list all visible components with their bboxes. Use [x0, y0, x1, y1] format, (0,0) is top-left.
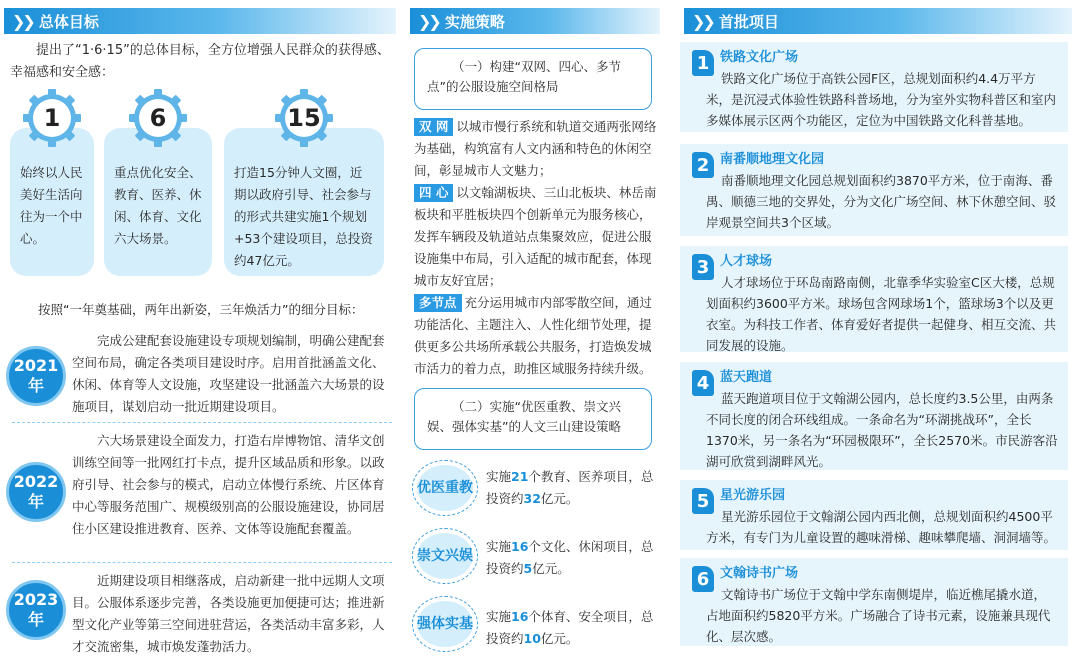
strategy-item — [414, 182, 658, 292]
project-tag: 崇文兴娱 — [417, 533, 473, 579]
strategy-box-2: （二）实施“优医重教、崇文兴娱、强体实基”的人文三山建设策略 — [414, 388, 652, 450]
investment-amount: 5 — [523, 561, 533, 576]
text-mid: 个文化、休闲项目，总投资约 — [486, 539, 654, 576]
project-card-5 — [680, 480, 1068, 550]
year-number: 2022 — [13, 472, 59, 491]
project-tag: 优医重教 — [417, 465, 473, 511]
investment-amount: 32 — [523, 491, 541, 506]
project-title: 星光游乐园 — [720, 488, 786, 503]
project-number: 3 — [692, 254, 714, 280]
goal-text: 重点优化安全、教育、医养、休闲、体育、文化六大场景。 — [114, 165, 202, 246]
year-text-2022: 六大场景建设全面发力，打造右岸博物馆、清华文创训练空间等一批网红打卡点，提升区域品质和形象。以政府引导、社会参与的模式，启动立体慢行系统、片区体育中心等服务范围广、规模级别高的公服设施建设，协同居住小区建设推进教育、医养、文体等设施配套覆盖。 — [72, 433, 385, 536]
project-count: 16 — [511, 539, 529, 554]
strategy-tag: 四 心 — [414, 184, 453, 202]
strategy-item — [414, 116, 658, 182]
project-summary — [486, 536, 656, 580]
strategy-item — [414, 292, 658, 380]
projects-header-title: 首批项目 — [718, 12, 779, 31]
project-title: 蓝天跑道 — [720, 370, 773, 385]
year-number: 2021 — [13, 356, 59, 375]
investment-amount: 10 — [523, 631, 541, 646]
goal-text: 始终以人民美好生活向往为一个中心。 — [20, 165, 83, 246]
project-card-2 — [680, 144, 1068, 236]
double-chevron-icon: ❯❯ — [12, 11, 33, 31]
projects-header — [684, 8, 1072, 34]
goals-intro: 提出了“1·6·15”的总体目标，全方位增强人民群众的获得感、幸福感和安全感： — [10, 43, 390, 80]
double-chevron-icon: ❯❯ — [418, 11, 439, 31]
project-desc: 南番顺地理文化园总规划面积约3870平方米，位于南海、番禺、顺德三地的交界处，分为文化广场空间、林下休憩空间、驳岸观景空间共3个区域。 — [706, 173, 1057, 230]
goal-bubble-6 — [104, 128, 212, 276]
text-mid: 个体育、安全项目，总投资约 — [486, 609, 654, 646]
project-title: 铁路文化广场 — [720, 50, 799, 65]
text-post: 亿元。 — [540, 631, 579, 646]
project-card-4 — [680, 362, 1068, 470]
project-title: 文翰诗书广场 — [720, 566, 799, 581]
double-chevron-icon: ❯❯ — [692, 11, 713, 31]
project-title: 人才球场 — [720, 254, 773, 269]
year-text-2023: 近期建设项目相继落成，启动新建一批中远期人文项目。公服体系逐步完善，各类设施更加便捷可达；推进新型文化产业等第三空间进驻营运，各类活动丰富多彩，人才交流密集，城市焕发蓬勃活力。 — [72, 573, 385, 654]
goal-bubble-15 — [224, 128, 384, 276]
project-title: 南番顺地理文化园 — [720, 152, 825, 167]
project-desc: 铁路文化广场位于高铁公园F区，总规划面积约4.4万平方米，是沉浸式体验性铁路科普场地，分为室外实物科普区和室内多媒体展示区两个功能区，定位为中国铁路文化科普基地。 — [706, 71, 1057, 128]
year-badge-2022 — [6, 462, 66, 522]
project-count: 16 — [511, 609, 529, 624]
text-post: 亿元。 — [532, 561, 570, 576]
project-card-6 — [680, 558, 1068, 646]
goal-number: 15 — [287, 104, 321, 132]
goals-header — [4, 8, 396, 34]
project-desc: 人才球场位于环岛南路南侧，北靠季华实验室C区大楼，总规划面积约3600平方米。球场包含网球场1个，篮球场3个以及更衣室。为科技工作者、体育爱好者提供一起健身、相互交流、共同发展的设施。 — [706, 275, 1057, 353]
strategy-tag: 双 网 — [414, 118, 453, 136]
project-desc: 蓝天跑道项目位于文翰湖公园内，总长度约3.5公里，由两条不同长度的闭合环线组成。一条命名为“环湖挑战环”，全长1370米，另一条名为“环园极限环”，全长2570米。市民游客沿湖可欣赏到湖畔风光。 — [706, 391, 1058, 469]
year-badge-2023 — [6, 580, 66, 640]
year-text-2021: 完成公建配套设施建设专项规划编制，明确公建配套空间布局，确定各类项目建设时序。启用首批涵盖文化、休闲、体育等人文设施，攻坚建设一批涵盖六大场景的设施项目，谋划启动一批近期建设项目。 — [72, 333, 385, 414]
gear-badge-15 — [274, 88, 334, 148]
project-number: 2 — [692, 152, 714, 178]
project-desc: 文翰诗书广场位于文翰中学东南侧堤岸，临近樵尾撬水道，占地面积约5820平方米。广场融合了诗书元素，设施兼具现代化、层次感。 — [706, 587, 1051, 644]
goal-number: 6 — [149, 104, 167, 132]
goal-bubble-1 — [10, 128, 94, 276]
project-tag-badge — [412, 596, 478, 652]
strategy-list — [414, 116, 658, 380]
year-unit: 年 — [27, 492, 44, 511]
strategy-column — [406, 0, 664, 664]
projects-column — [680, 0, 1080, 664]
project-summary — [486, 606, 656, 650]
text-post: 亿元。 — [540, 491, 579, 506]
text-pre: 实施 — [486, 539, 512, 554]
project-number: 4 — [692, 370, 714, 396]
project-number: 6 — [692, 566, 714, 592]
text-pre: 实施 — [486, 609, 512, 624]
strategy-text: 充分运用城市内部零散空间，通过功能活化、主题注入、人性化细节处理，提供更多公共场所承载公共服务，打造焕发城市活力的着力点，助推区域服务持续升级。 — [414, 295, 653, 376]
project-summary — [486, 466, 656, 510]
project-card-3 — [680, 246, 1068, 352]
text-mid: 个教育、医养项目，总投资约 — [486, 469, 654, 506]
text-pre: 实施 — [486, 469, 512, 484]
project-number: 5 — [692, 488, 714, 514]
strategy-text: 以城市慢行系统和轨道交通两张网络为基础，构筑富有人文内涵和特色的休闲空间，彰显城市人文魅力； — [414, 119, 657, 178]
gear-badge-6 — [128, 88, 188, 148]
phase-subtitle: 按照“一年奠基础，两年出新姿，三年焕活力”的细分目标： — [38, 302, 364, 317]
goal-number: 1 — [43, 104, 61, 132]
year-number: 2023 — [13, 590, 59, 609]
goals-column — [0, 0, 396, 664]
project-tag: 强体实基 — [417, 601, 473, 647]
project-tag-badge — [412, 528, 478, 584]
year-unit: 年 — [27, 610, 44, 629]
project-count: 21 — [511, 469, 529, 484]
goals-header-title: 总体目标 — [38, 12, 99, 31]
gear-badge-1 — [22, 88, 82, 148]
project-card-1 — [680, 42, 1068, 132]
divider — [12, 422, 392, 423]
strategy-header-title: 实施策略 — [444, 12, 505, 31]
divider — [12, 562, 392, 563]
strategy-box-1: （一）构建“双网、四心、多节点”的公服设施空间格局 — [414, 48, 652, 110]
project-tag-badge — [412, 460, 478, 516]
year-badge-2021 — [6, 346, 66, 406]
strategy-tag: 多节点 — [414, 294, 462, 312]
strategy-text: 以文翰湖板块、三山北板块、林岳南板块和平胜板块四个创新单元为服务核心，发挥车辆段及轨道站点集聚效应，促进公服设施集中布局，引入适配的城市配套，体现城市友好宜居； — [414, 185, 657, 288]
goal-text: 打造15分钟人文圈，近期以政府引导、社会参与的形式共建实施1个规划+53个建设项目，总投资约47亿元。 — [234, 165, 373, 268]
strategy-header — [410, 8, 660, 34]
project-desc: 星光游乐园位于文翰湖公园内西北侧，总规划面积约4500平方米，有专门为儿童设置的趣味滑梯、趣味攀爬墙、洞洞墙等。 — [706, 509, 1057, 545]
year-unit: 年 — [27, 376, 44, 395]
project-number: 1 — [692, 50, 714, 76]
